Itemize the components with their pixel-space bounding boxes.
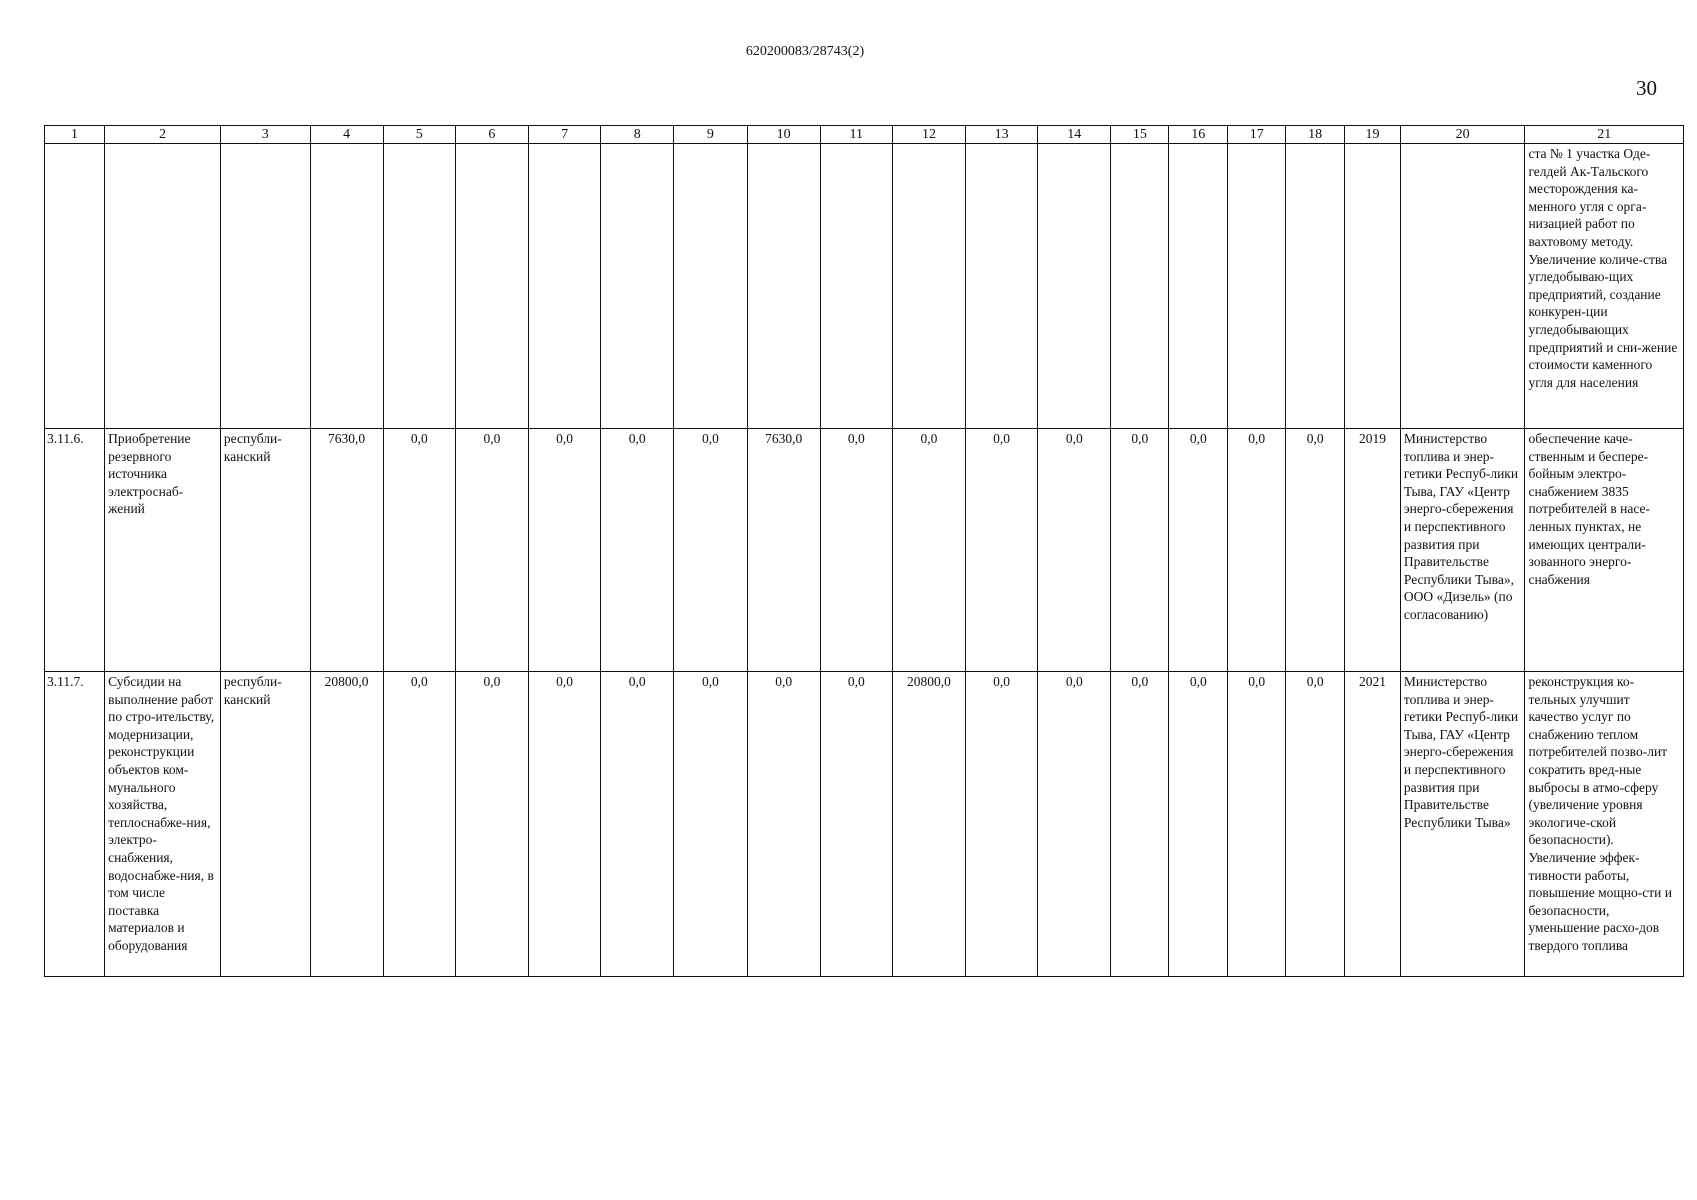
- value-cell: [601, 144, 674, 429]
- column-header: 15: [1111, 126, 1169, 144]
- column-header: 8: [601, 126, 674, 144]
- result-cell: ста № 1 участка Оде-гелдей Ак-Тальского месторождения ка-менного угля с орга-низацией работ по вахтовому методу. Увеличение количе-ства угледобываю-щих предприятий, создание конкурен-ции угледобывающих предприятий и сни-жение стоимости каменного угля для населения: [1525, 144, 1684, 429]
- value-cell: [529, 144, 601, 429]
- result-cell: реконструкция ко-тельных улучшит качество услуг по снабжению теплом потребителей позво-лит сократить вред-ные выбросы в атмо-сферу (увеличение уровня экологиче-ской безопасности). Увеличение эффек-тивности работы, повышение мощно-сти и безопасности, уменьшение расхо-дов твердого топлива: [1525, 672, 1684, 977]
- value-cell: 0,0: [1038, 429, 1111, 672]
- value-cell: 0,0: [1286, 429, 1345, 672]
- value-cell: [966, 144, 1038, 429]
- column-header: 18: [1286, 126, 1345, 144]
- value-cell: 0,0: [1111, 672, 1169, 977]
- value-cell: 0,0: [1169, 429, 1228, 672]
- column-header: 7: [529, 126, 601, 144]
- column-header: 5: [383, 126, 455, 144]
- row-code-cell: 3.11.6.: [45, 429, 105, 672]
- value-cell: 7630,0: [310, 429, 383, 672]
- budget-cell: [220, 144, 310, 429]
- value-cell: [1111, 144, 1169, 429]
- value-cell: [383, 144, 455, 429]
- column-header: 17: [1228, 126, 1286, 144]
- value-cell: 7630,0: [747, 429, 820, 672]
- column-header: 2: [105, 126, 221, 144]
- value-cell: [674, 144, 747, 429]
- executor-cell: Министерство топлива и энер-гетики Респуб-лики Тыва, ГАУ «Центр энерго-сбережения и перспективного развития при Правительстве Республики Тыва»: [1400, 672, 1525, 977]
- row-code-cell: [45, 144, 105, 429]
- column-header: 16: [1169, 126, 1228, 144]
- value-cell: [1228, 144, 1286, 429]
- value-cell: 0,0: [529, 429, 601, 672]
- value-cell: 0,0: [1228, 429, 1286, 672]
- column-header: 3: [220, 126, 310, 144]
- column-header: 20: [1400, 126, 1525, 144]
- value-cell: 0,0: [1038, 672, 1111, 977]
- value-cell: 0,0: [601, 429, 674, 672]
- value-cell: 0,0: [1169, 672, 1228, 977]
- value-cell: 0,0: [1286, 672, 1345, 977]
- measure-name-cell: Субсидии на выполнение работ по стро-ительству, модернизации, реконструкции объектов ком-мунального хозяйства, теплоснабже-ния, электро-снабжения, водоснабже-ния, в том числе поставка материалов и оборудования: [105, 672, 221, 977]
- value-cell: 0,0: [1111, 429, 1169, 672]
- value-cell: 20800,0: [310, 672, 383, 977]
- year-cell: [1345, 144, 1401, 429]
- column-header: 10: [747, 126, 820, 144]
- column-header: 19: [1345, 126, 1401, 144]
- value-cell: 0,0: [674, 672, 747, 977]
- column-header: 12: [892, 126, 965, 144]
- value-cell: 0,0: [966, 672, 1038, 977]
- value-cell: 0,0: [1228, 672, 1286, 977]
- value-cell: 0,0: [820, 672, 892, 977]
- value-cell: 0,0: [747, 672, 820, 977]
- page-number: 30: [1636, 76, 1657, 100]
- measure-name-cell: [105, 144, 221, 429]
- column-header: 11: [820, 126, 892, 144]
- budget-cell: республи-канский: [220, 672, 310, 977]
- year-cell: 2019: [1345, 429, 1401, 672]
- value-cell: [747, 144, 820, 429]
- value-cell: [820, 144, 892, 429]
- column-header: 13: [966, 126, 1038, 144]
- value-cell: 0,0: [455, 429, 528, 672]
- value-cell: [1169, 144, 1228, 429]
- column-header: 9: [674, 126, 747, 144]
- table-row: [45, 144, 1684, 429]
- executor-cell: Министерство топлива и энер-гетики Респуб-лики Тыва, ГАУ «Центр энерго-сбережения и перспективного развития при Правительстве Республики Тыва», ООО «Дизель» (по согласованию): [1400, 429, 1525, 672]
- year-cell: 2021: [1345, 672, 1401, 977]
- column-header: 21: [1525, 126, 1684, 144]
- value-cell: [892, 144, 965, 429]
- header-row: [45, 126, 1684, 144]
- program-table: [44, 125, 1684, 977]
- value-cell: [1038, 144, 1111, 429]
- row-code-cell: 3.11.7.: [45, 672, 105, 977]
- value-cell: 0,0: [601, 672, 674, 977]
- value-cell: 0,0: [966, 429, 1038, 672]
- table-row: [45, 672, 1684, 977]
- value-cell: [455, 144, 528, 429]
- executor-cell: [1400, 144, 1525, 429]
- value-cell: [1286, 144, 1345, 429]
- column-header: 1: [45, 126, 105, 144]
- value-cell: 0,0: [455, 672, 528, 977]
- budget-cell: республи-канский: [220, 429, 310, 672]
- result-cell: обеспечение каче-ственным и беспере-бойным электро-снабжением 3835 потребителей в насе-ленных пунктах, не имеющих централи-зованного энерго-снабжения: [1525, 429, 1684, 672]
- value-cell: 20800,0: [892, 672, 965, 977]
- table-row: [45, 429, 1684, 672]
- value-cell: 0,0: [674, 429, 747, 672]
- value-cell: 0,0: [892, 429, 965, 672]
- value-cell: 0,0: [383, 429, 455, 672]
- measure-name-cell: Приобретение резервного источника электроснаб-жений: [105, 429, 221, 672]
- value-cell: 0,0: [383, 672, 455, 977]
- value-cell: 0,0: [529, 672, 601, 977]
- value-cell: 0,0: [820, 429, 892, 672]
- column-header: 4: [310, 126, 383, 144]
- column-header: 14: [1038, 126, 1111, 144]
- value-cell: [310, 144, 383, 429]
- column-header: 6: [455, 126, 528, 144]
- document-code: 620200083/28743(2): [745, 44, 865, 59]
